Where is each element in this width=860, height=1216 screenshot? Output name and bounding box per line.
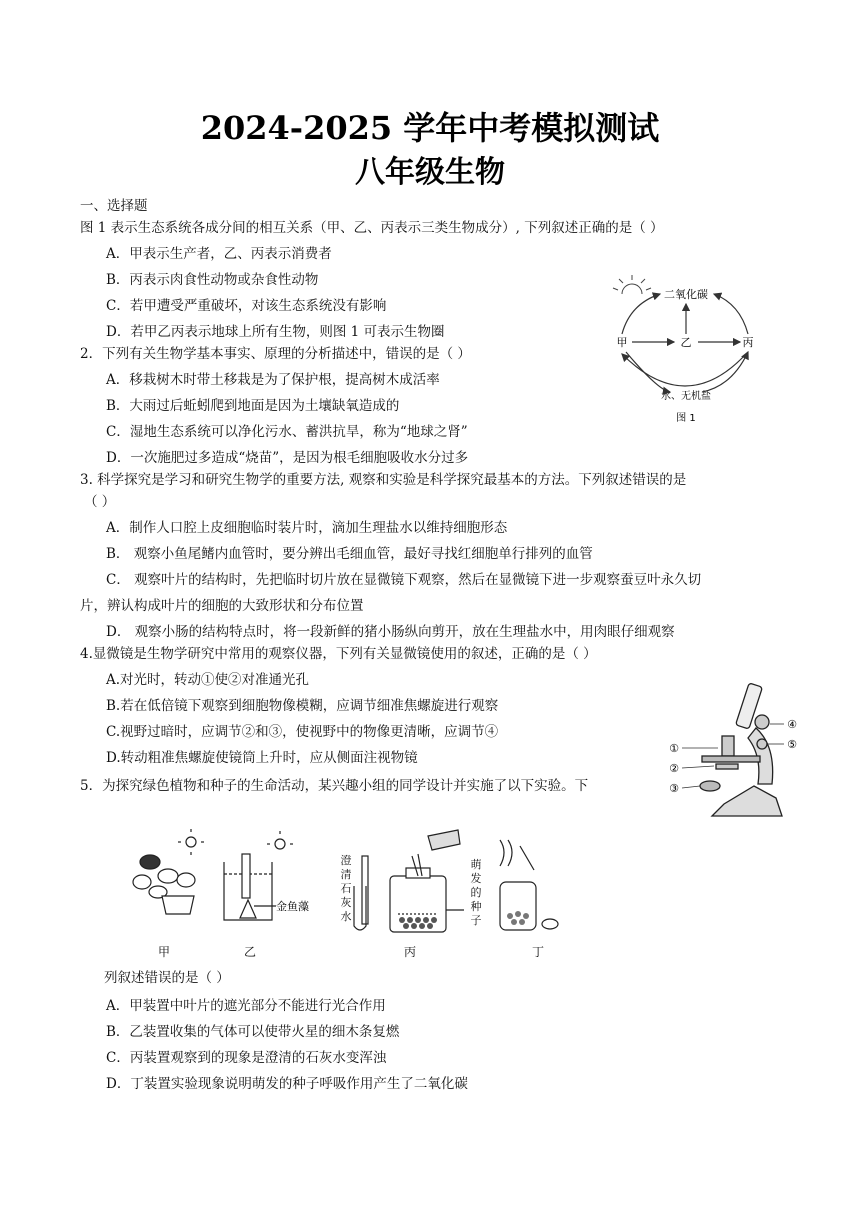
sun-icon (613, 275, 651, 294)
figure-caption: 图 1 (676, 413, 696, 424)
figure-experiments (128, 826, 574, 966)
q5-option-b: B．乙装置收集的气体可以使带火星的细木条复燃 (106, 1024, 400, 1040)
label-jinyuzao: 金鱼藻 (276, 900, 309, 913)
figure-microscope (664, 676, 802, 828)
q1-option-c: C．若甲遭受严重破坏，对该生态系统没有影响 (106, 298, 387, 314)
label-seed-1: 萌 (470, 858, 482, 871)
label-4: ④ (787, 718, 797, 731)
q1-option-d: D．若甲乙丙表示地球上所有生物，则图 1 可表示生物圈 (106, 324, 445, 340)
label-jia: 甲 (616, 336, 628, 349)
label-bing: 丙 (403, 945, 417, 959)
q5-stem: 5．为探究绿色植物和种子的生命活动，某兴趣小组的同学设计并实施了以下实验。下 (80, 778, 589, 794)
label-limewater-3: 石 (340, 882, 352, 895)
figure-1-ecosystem (608, 268, 760, 428)
q5-option-d: D．丁装置实验现象说明萌发的种子呼吸作用产生了二氧化碳 (106, 1076, 468, 1092)
section-heading: 一、选择题 (80, 198, 148, 214)
sun-icon-1 (178, 829, 204, 855)
label-water-minerals: 水、无机盐 (661, 391, 711, 402)
q2-option-a: A．移栽树木时带土移栽是为了保护根，提高树木成活率 (106, 372, 440, 388)
exam-title: 2024-2025 学年中考模拟测试 (200, 109, 660, 147)
seed-jar-drawing (500, 840, 558, 930)
sun-icon-2 (267, 831, 293, 849)
q4-option-a: A.对光时，转动①使②对准通光孔 (106, 672, 310, 688)
q1-option-b: B．丙表示肉食性动物或杂食性动物 (106, 272, 319, 288)
limewater-jar-drawing (354, 830, 464, 932)
label-limewater-5: 水 (340, 910, 352, 923)
label-jia: 甲 (157, 945, 171, 959)
label-yi: 乙 (243, 945, 257, 959)
q3-option-a: A．制作人口腔上皮细胞临时装片时，滴加生理盐水以维持细胞形态 (106, 520, 508, 536)
q4-option-d: D.转动粗准焦螺旋使镜筒上升时，应从侧面注视物镜 (106, 750, 418, 766)
q1-stem: 图 1 表示生态系统各成分间的相互关系（甲、乙、丙表示三类生物成分）, 下列叙述正确的是（ ） (80, 220, 664, 236)
label-yi: 乙 (680, 336, 692, 349)
q3-stem: 3. 科学探究是学习和研究生物学的重要方法, 观察和实验是科学探究最基本的方法。下列叙述错误的是 (80, 472, 687, 488)
q2-option-b: B．大雨过后蚯蚓爬到地面是因为土壤缺氧造成的 (106, 398, 400, 414)
label-1: ① (669, 742, 679, 755)
q3-option-c-line1: C． 观察叶片的结构时，先把临时切片放在显微镜下观察，然后在显微镜下进一步观察蚕豆叶永久切 (106, 572, 702, 588)
exam-subtitle: 八年级生物 (355, 155, 505, 190)
q4-stem: 4.显微镜是生物学研究中常用的观察仪器，下列有关显微镜使用的叙述，正确的是（ ） (80, 646, 597, 662)
label-seed-5: 子 (470, 914, 482, 927)
label-limewater-2: 清 (340, 868, 352, 881)
q3-option-c-line2: 片，辨认构成叶片的细胞的大致形状和分布位置 (80, 598, 364, 614)
label-limewater-1: 澄 (340, 854, 352, 867)
q2-stem: 2．下列有关生物学基本事实、原理的分析描述中，错误的是（ ） (80, 346, 471, 362)
q2-option-d: D．一次施肥过多造成“烧苗”，是因为根毛细胞吸收水分过多 (106, 450, 469, 466)
label-seed-4: 种 (470, 900, 482, 913)
label-3: ③ (669, 782, 679, 795)
q3-option-b: B． 观察小鱼尾鳍内血管时，要分辨出毛细血管，最好寻找红细胞单行排列的血管 (106, 546, 593, 562)
q2-option-c: C．湿地生态系统可以净化污水、蓄洪抗旱，称为“地球之肾” (106, 424, 468, 440)
label-limewater-4: 灰 (340, 896, 352, 909)
q4-option-c: C.视野过暗时，应调节②和③，使视野中的物像更清晰，应调节④ (106, 724, 499, 740)
plant-pot-drawing (133, 829, 204, 914)
label-2: ② (669, 762, 679, 775)
label-5: ⑤ (787, 738, 797, 751)
q1-option-a: A．甲表示生产者，乙、丙表示消费者 (106, 246, 332, 262)
label-ding: 丁 (531, 945, 545, 959)
label-seed-3: 的 (470, 886, 482, 899)
microscope-drawing (700, 683, 782, 816)
q3-option-d: D． 观察小肠的结构特点时，将一段新鲜的猪小肠纵向剪开，放在生理盐水中，用肉眼仔细观察 (106, 624, 675, 640)
q5-option-c: C．丙装置观察到的现象是澄清的石灰水变浑浊 (106, 1050, 387, 1066)
label-bing: 丙 (742, 336, 754, 349)
q4-option-b: B.若在低倍镜下观察到细胞物像模糊，应调节细准焦螺旋进行观察 (106, 698, 499, 714)
q3-paren: （ ） (84, 494, 116, 510)
q5-stem-continued: 列叙述错误的是（ ） (104, 970, 230, 986)
label-seed-2: 发 (470, 872, 482, 885)
q5-option-a: A．甲装置中叶片的遮光部分不能进行光合作用 (106, 998, 386, 1014)
label-co2: 二氧化碳 (664, 288, 708, 301)
